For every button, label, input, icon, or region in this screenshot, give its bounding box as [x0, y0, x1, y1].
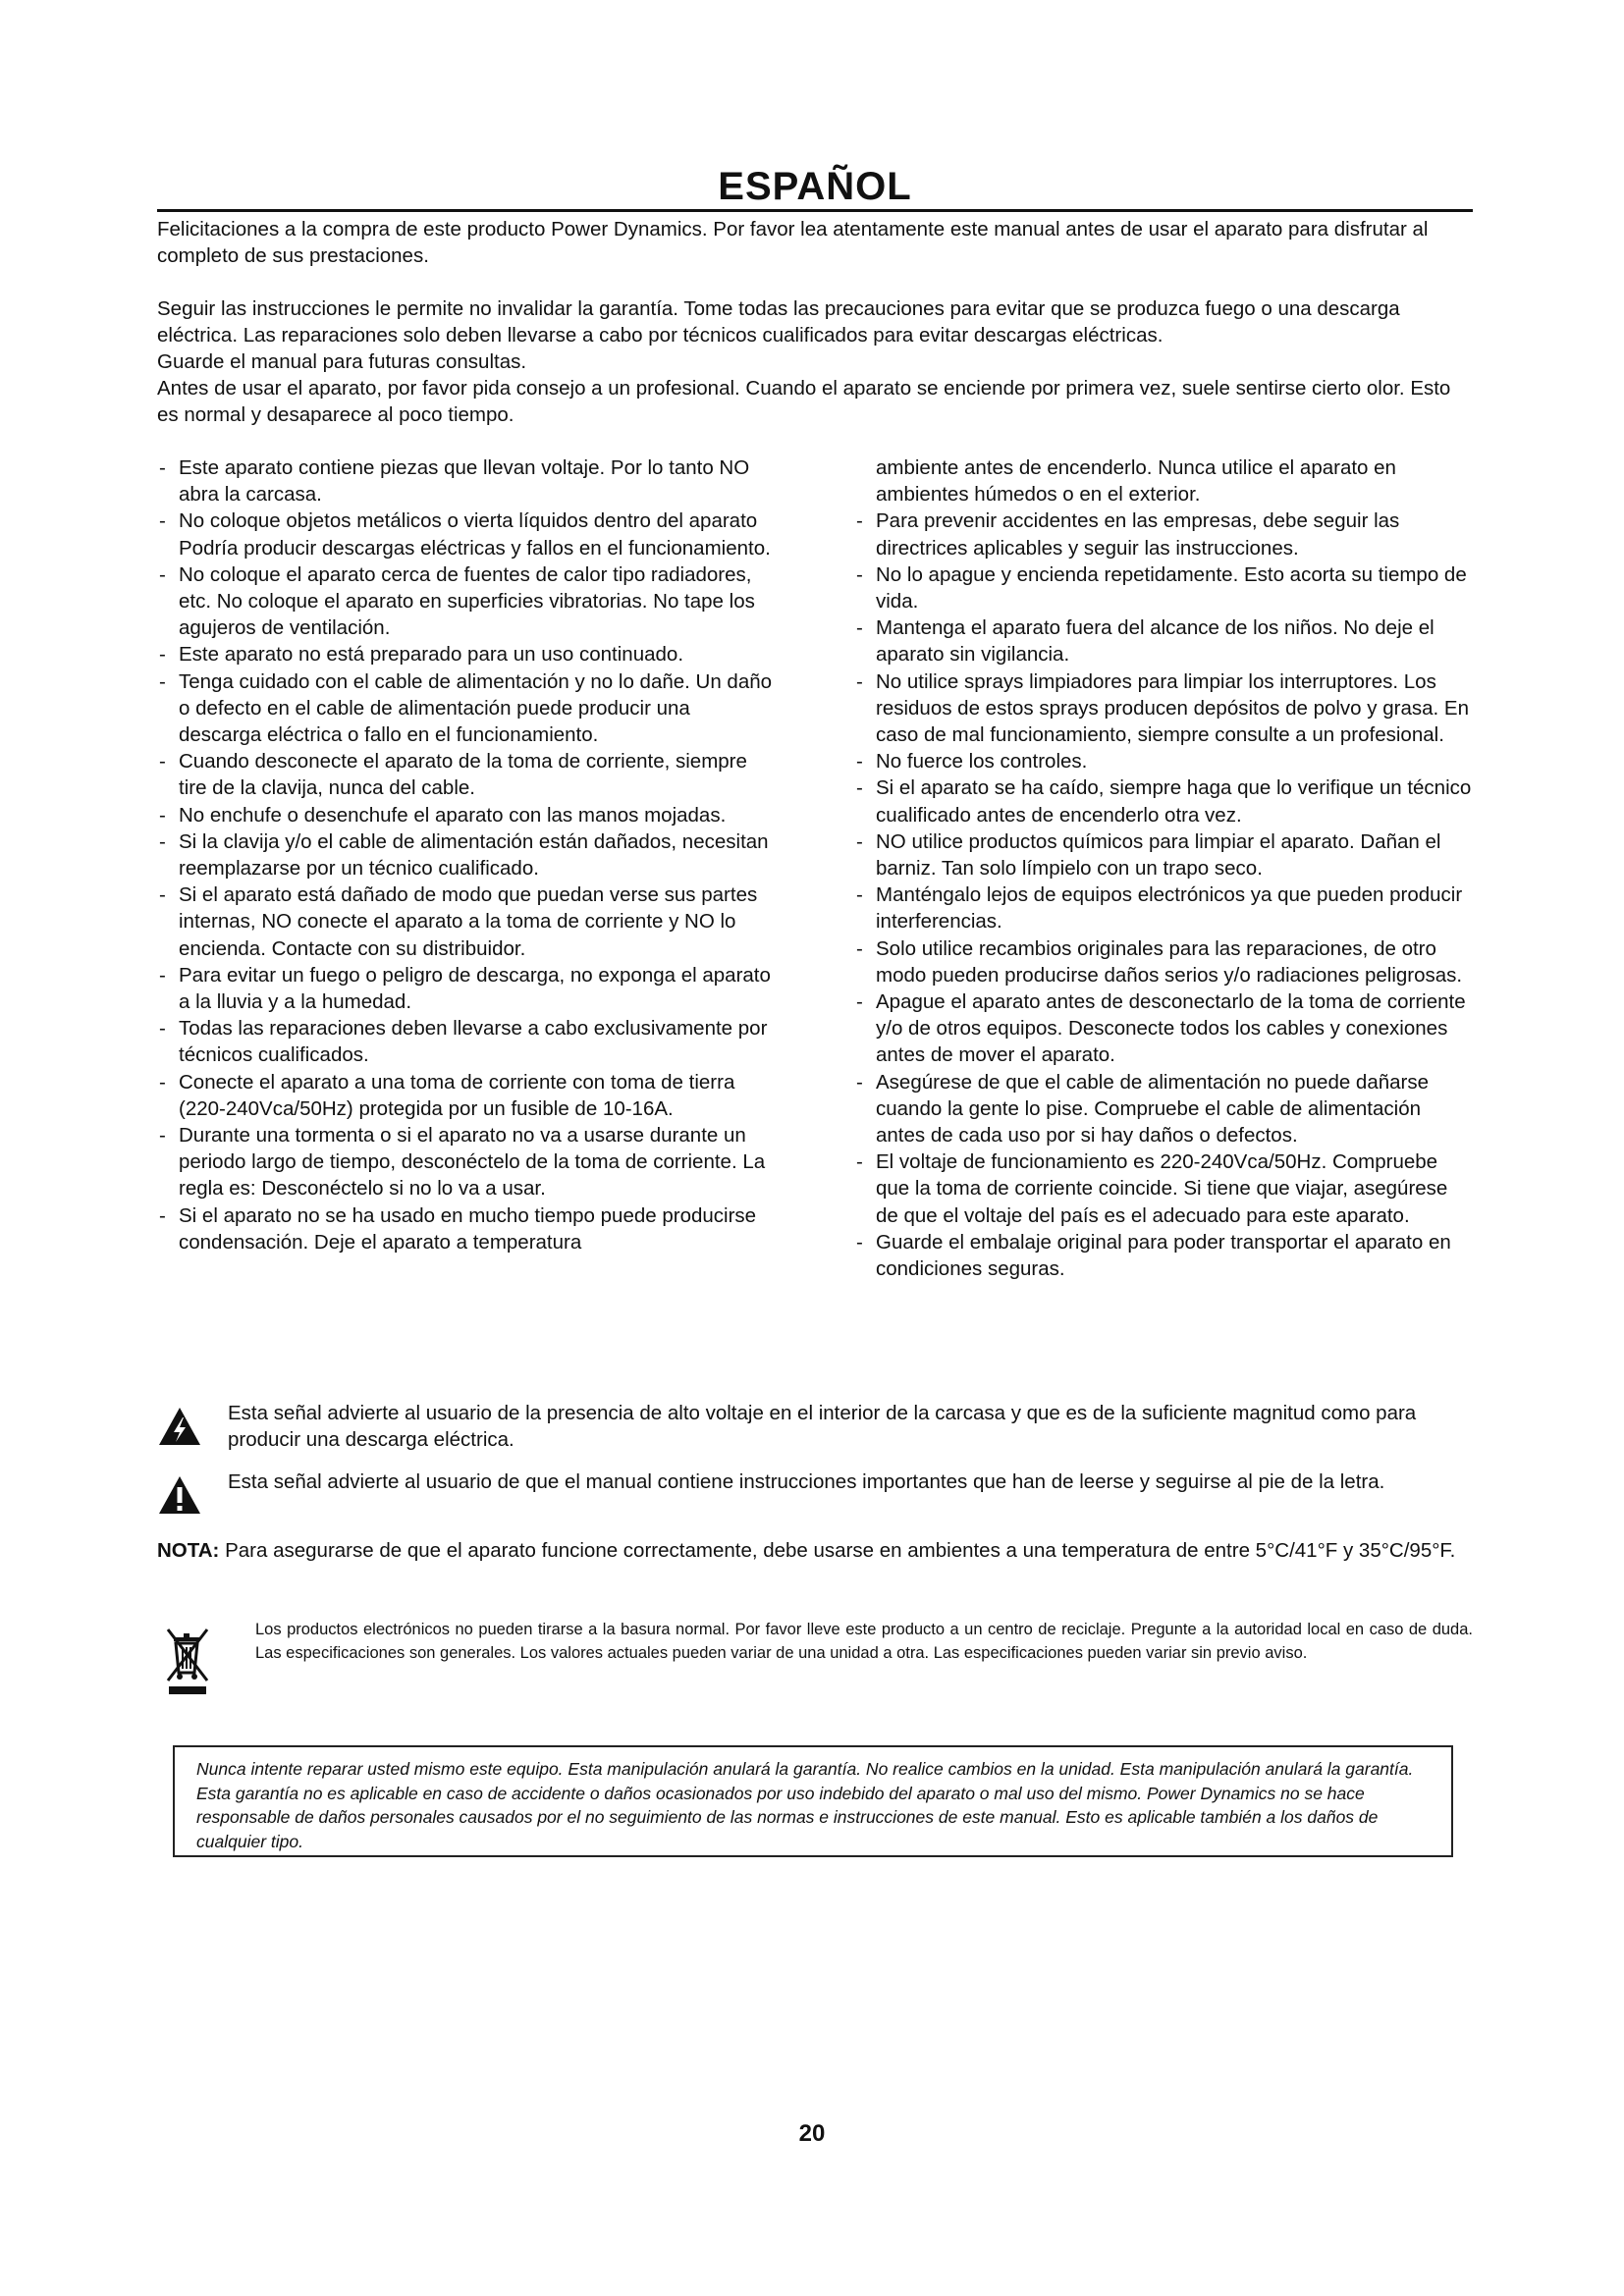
list-item: - Tenga cuidado con el cable de alimentación y no lo dañe. Un daño o defecto en el cable de alimentación puede producir una descarga eléctrica o fallo en el funcionamiento.	[157, 668, 776, 749]
note-text: Para asegurarse de que el aparato funcione correctamente, debe usarse en ambientes a una temperatura de entre 5°C/41°F y 35°C/95°F.	[219, 1539, 1456, 1562]
warranty-disclaimer-box: Nunca intente reparar usted mismo este equipo. Esta manipulación anulará la garantía. No realice cambios en la unidad. Esta manipulación anulará la garantía. Esta garantía no es aplicable en caso de accidente o daños ocasionados por uso indebido del aparato o mal uso del mismo. Power Dynamics no se hace responsable de daños personales causados por el no seguimiento de las normas e instrucciones de este manual. Esto es aplicable también a los daños de cualquier tipo.	[173, 1745, 1453, 1857]
list-item: - Para prevenir accidentes en las empresas, debe seguir las directrices aplicables y seguir las instrucciones.	[854, 507, 1473, 561]
intro-paragraph-3: Guarde el manual para futuras consultas.	[157, 350, 527, 373]
list-item: - No utilice sprays limpiadores para limpiar los interruptores. Los residuos de estos sprays producen depósitos de polvo y grasa. En caso de mal funcionamiento, siempre consulte a un profesional.	[854, 668, 1473, 749]
crossed-out-bin-icon	[165, 1624, 210, 1696]
temperature-note	[157, 1537, 1473, 1564]
page-number: 20	[798, 2120, 826, 2147]
list-item: - Para evitar un fuego o peligro de descarga, no exponga el aparato a la lluvia y a la humedad.	[157, 962, 776, 1015]
high-voltage-warning-icon	[157, 1406, 202, 1447]
list-item: - El voltaje de funcionamiento es 220-240Vca/50Hz. Compruebe que la toma de corriente coincide. Si tiene que viajar, asegúrese de que el voltaje del país es el adecuado para este aparato.	[854, 1148, 1473, 1229]
recycling-text: Los productos electrónicos no pueden tirarse a la basura normal. Por favor lleve este producto a un centro de reciclaje. Pregunte a la autoridad local en caso de duda. Las especificaciones son generales. Los valores actuales pueden variar de una unidad a otra. Las especificaciones pueden variar sin previo aviso.	[255, 1621, 1473, 1662]
list-item: - Manténgalo lejos de equipos electrónicos ya que pueden producir interferencias.	[854, 881, 1473, 934]
intro-paragraph-2: Seguir las instrucciones le permite no invalidar la garantía. Tome todas las precauciones para evitar que se produzca fuego o una descarga eléctrica. Las reparaciones solo deben llevarse a cabo por técnicos cualificados para evitar descargas eléctricas.	[157, 297, 1400, 347]
intro-paragraph-4: Antes de usar el aparato, por favor pida consejo a un profesional. Cuando el aparato se enciende por primera vez, suele sentirse cierto olor. Esto es normal y desaparece al poco tiempo.	[157, 377, 1451, 426]
note-label: NOTA:	[157, 1539, 220, 1562]
safety-list-right-column	[854, 454, 1473, 1282]
exclamation-warning-icon	[157, 1474, 202, 1516]
list-item: - NO utilice productos químicos para limpiar el aparato. Dañan el barniz. Tan solo límpielo con un trapo seco.	[854, 828, 1473, 881]
list-item-continuation: ambiente antes de encenderlo. Nunca utilice el aparato en ambientes húmedos o en el exterior.	[876, 456, 1396, 507]
list-item: - Guarde el embalaje original para poder transportar el aparato en condiciones seguras.	[854, 1229, 1473, 1282]
list-item: - No fuerce los controles.	[854, 748, 1473, 774]
list-item: - No coloque objetos metálicos o vierta líquidos dentro del aparato Podría producir descargas eléctricas y fallos en el funcionamiento.	[157, 507, 776, 561]
list-item: - Si el aparato no se ha usado en mucho tiempo puede producirse condensación. Deje el aparato a temperatura	[157, 1202, 776, 1255]
manual-warning	[157, 1468, 1473, 1495]
manual-warning-text: Esta señal advierte al usuario de que el manual contiene instrucciones importantes que han de leerse y seguirse al pie de la letra.	[228, 1470, 1385, 1493]
list-item: - Este aparato no está preparado para un uso continuado.	[157, 641, 776, 667]
list-item: - Conecte el aparato a una toma de corriente con toma de tierra (220-240Vca/50Hz) protegida por un fusible de 10-16A.	[157, 1069, 776, 1122]
voltage-warning	[157, 1400, 1473, 1453]
intro-section	[157, 216, 1473, 428]
list-item: - Este aparato contiene piezas que llevan voltaje. Por lo tanto NO abra la carcasa.	[157, 454, 776, 507]
list-item: - Si el aparato está dañado de modo que puedan verse sus partes internas, NO conecte el aparato a la toma de corriente y NO lo encienda. Contacte con su distribuidor.	[157, 881, 776, 962]
list-item: - Todas las reparaciones deben llevarse a cabo exclusivamente por técnicos cualificados.	[157, 1015, 776, 1068]
recycling-notice	[157, 1618, 1473, 1665]
list-item: - No lo apague y encienda repetidamente. Esto acorta su tiempo de vida.	[854, 561, 1473, 614]
list-item: - Cuando desconecte el aparato de la toma de corriente, siempre tire de la clavija, nunca del cable.	[157, 748, 776, 801]
list-item: - No coloque el aparato cerca de fuentes de calor tipo radiadores, etc. No coloque el aparato en superficies vibratorias. No tape los agujeros de ventilación.	[157, 561, 776, 642]
page-title: ESPAÑOL	[718, 165, 912, 208]
list-item: - Si la clavija y/o el cable de alimentación están dañados, necesitan reemplazarse por un técnico cualificado.	[157, 828, 776, 881]
list-item: - Asegúrese de que el cable de alimentación no puede dañarse cuando la gente lo pise. Compruebe el cable de alimentación antes de cada uso por si hay daños o defectos.	[854, 1069, 1473, 1149]
list-item: - Solo utilice recambios originales para las reparaciones, de otro modo pueden producirse daños serios y/o radiaciones peligrosas.	[854, 935, 1473, 988]
voltage-warning-text: Esta señal advierte al usuario de la presencia de alto voltaje en el interior de la carcasa y que es de la suficiente magnitud como para producir una descarga eléctrica.	[228, 1402, 1417, 1451]
list-item: - No enchufe o desenchufe el aparato con las manos mojadas.	[157, 802, 776, 828]
list-item: - Durante una tormenta o si el aparato no va a usarse durante un periodo largo de tiempo, desconéctelo de la toma de corriente. La regla es: Desconéctelo si no lo va a usar.	[157, 1122, 776, 1202]
intro-paragraph-1: Felicitaciones a la compra de este producto Power Dynamics. Por favor lea atentamente este manual antes de usar el aparato para disfrutar al completo de sus prestaciones.	[157, 218, 1429, 267]
list-item: - Mantenga el aparato fuera del alcance de los niños. No deje el aparato sin vigilancia.	[854, 614, 1473, 667]
list-item: - Si el aparato se ha caído, siempre haga que lo verifique un técnico cualificado antes de encenderlo otra vez.	[854, 774, 1473, 828]
safety-list-left-column	[157, 454, 776, 1255]
title-underline	[157, 209, 1473, 212]
list-item: - Apague el aparato antes de desconectarlo de la toma de corriente y/o de otros equipos. Desconecte todos los cables y conexiones antes de mover el aparato.	[854, 988, 1473, 1069]
